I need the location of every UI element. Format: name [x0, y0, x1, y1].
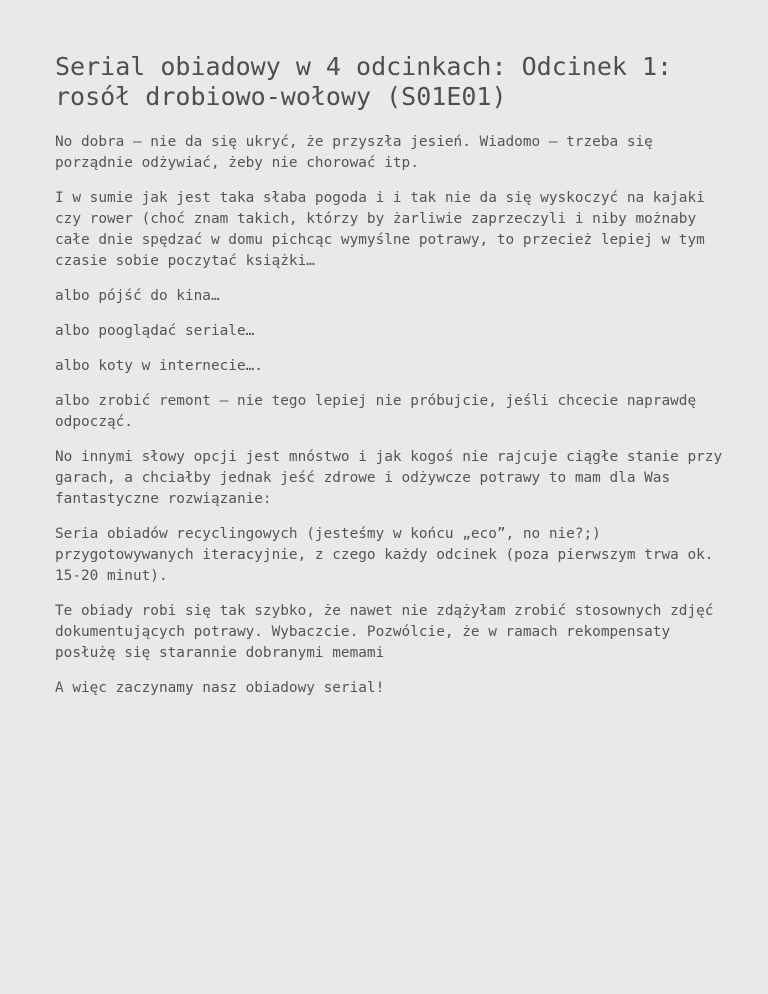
paragraph-8: Seria obiadów recyclingowych (jesteśmy w końcu „eco”, no nie?;) przygotowywanych iteracyjnie, z czego każdy odcinek (poza pierwszym trwa ok. 15-20 minut).	[55, 526, 714, 584]
paragraph-10: A więc zaczynamy nasz obiadowy serial!	[55, 680, 385, 696]
paragraph-4: albo pooglądać seriale…	[55, 323, 255, 339]
paragraph-9: Te obiady robi się tak szybko, że nawet nie zdążyłam zrobić stosownych zdjęć dokumentujących potrawy. Wybaczcie. Pozwólcie, że w ramach rekompensaty posłużę się starannie dobranymi memami	[55, 603, 714, 661]
paragraph-7: No innymi słowy opcji jest mnóstwo i jak kogoś nie rajcuje ciągłe stanie przy garach, a chciałby jednak jeść zdrowe i odżywcze potrawy to mam dla Was fantastyczne rozwiązanie:	[55, 449, 723, 507]
paragraph-1: No dobra – nie da się ukryć, że przyszła jesień. Wiadomo – trzeba się porządnie odżywiać, żeby nie chorować itp.	[55, 134, 653, 171]
post-title: Serial obiadowy w 4 odcinkach: Odcinek 1: rosół drobiowo-wołowy (S01E01)	[55, 52, 673, 111]
paragraph-5: albo koty w internecie….	[55, 358, 263, 374]
paragraph-3: albo pójść do kina…	[55, 288, 220, 304]
article	[55, 52, 725, 713]
post-body	[55, 132, 725, 699]
paragraph-6: albo zrobić remont – nie tego lepiej nie próbujcie, jeśli chcecie naprawdę odpocząć.	[55, 393, 697, 430]
paragraph-2: I w sumie jak jest taka słaba pogoda i i tak nie da się wyskoczyć na kajaki czy rower (choć znam takich, którzy by żarliwie zaprzeczyli i niby możnaby całe dnie spędzać w domu pichcąc wymyślne potrawy, to przecież lepiej w tym czasie sobie poczytać książki…	[55, 190, 705, 269]
